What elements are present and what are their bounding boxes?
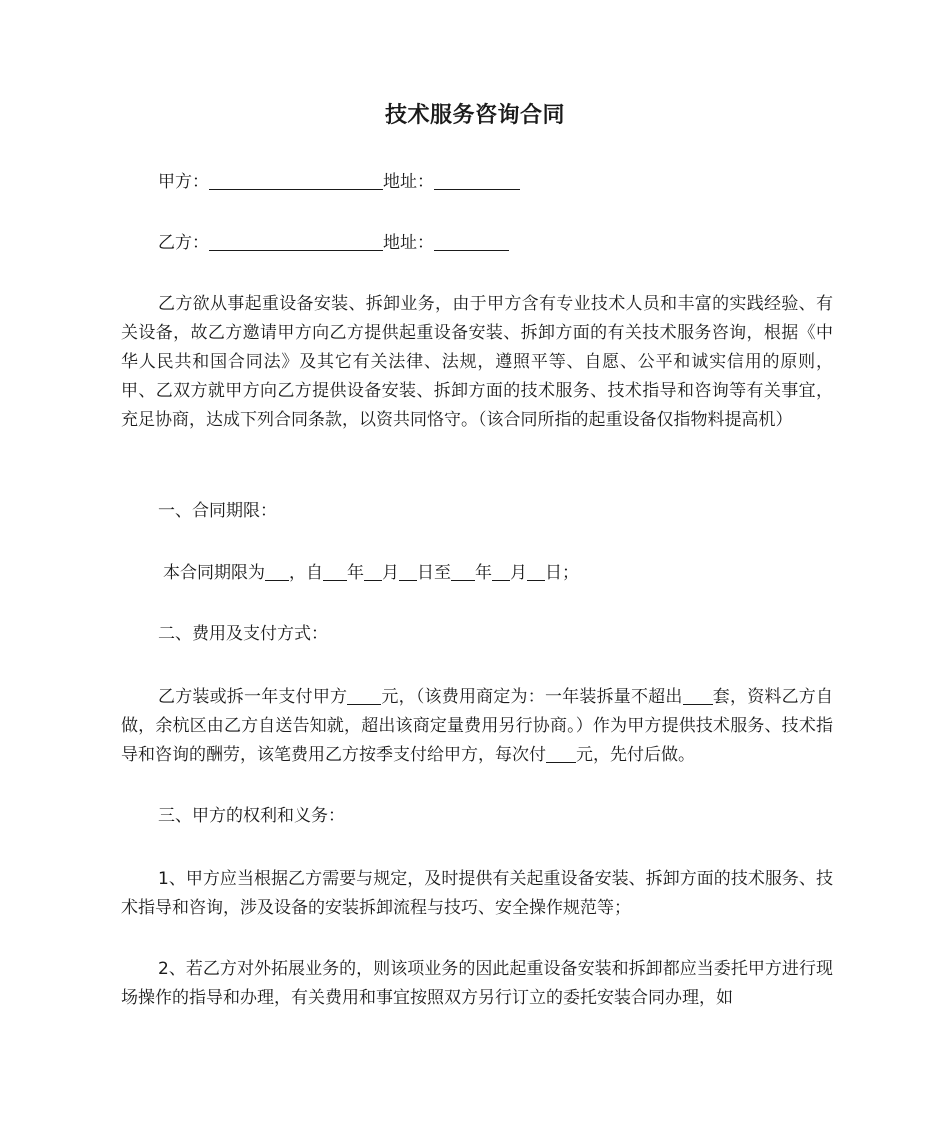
party-b-label: 乙方： xyxy=(158,233,209,253)
set-count-blank[interactable] xyxy=(683,686,713,705)
section1-term-line xyxy=(121,559,833,588)
party-b-line xyxy=(121,229,833,258)
term-text: 日至 xyxy=(417,563,451,583)
section2-heading: 二、费用及支付方式： xyxy=(158,624,328,644)
end-month-blank[interactable] xyxy=(492,562,510,581)
term-text: 月 xyxy=(382,563,399,583)
term-text: ，自 xyxy=(289,563,323,583)
fee-text: 元，（该费用商定为：一年装拆量不超出 xyxy=(381,687,683,707)
party-a-address-blank[interactable] xyxy=(434,171,520,190)
document-title: 技术服务咨询合同 xyxy=(384,103,565,128)
end-day-blank[interactable] xyxy=(527,562,545,581)
party-b-name-blank[interactable] xyxy=(209,232,383,251)
end-year-blank[interactable] xyxy=(451,562,475,581)
installment-blank[interactable] xyxy=(546,744,576,763)
party-b-address-blank[interactable] xyxy=(434,232,509,251)
party-a-line xyxy=(121,168,833,197)
fee-text: 元，先付后做。 xyxy=(576,745,695,765)
term-length-blank[interactable] xyxy=(265,562,289,581)
party-a-name-blank[interactable] xyxy=(209,171,383,190)
term-text: 年 xyxy=(347,563,364,583)
section1-heading: 一、合同期限： xyxy=(158,501,277,521)
party-a-address-label: 地址： xyxy=(383,172,434,192)
term-text: 本合同期限为 xyxy=(163,563,265,583)
section2-paragraph xyxy=(121,683,833,770)
party-b-address-label: 地址： xyxy=(383,233,434,253)
term-text: 日； xyxy=(545,563,579,583)
fee-text: 乙方装或拆一年支付甲方 xyxy=(158,687,348,707)
term-text: 月 xyxy=(510,563,527,583)
fee-text: 套，资料乙方自做，余杭区由乙方自送告知就，超出该商定量费用另行协商。）作为甲方提供技术服务、技术指导和咨询的酬劳，该笔费用乙方按季支付给甲方，每次付 xyxy=(121,687,834,765)
section3-heading: 三、甲方的权利和义务： xyxy=(158,806,345,826)
section3-item-2: 2、若乙方对外拓展业务的，则该项业务的因此起重设备安装和拆卸都应当委托甲方进行现场操作的指导和办理，有关费用和事宜按照双方另行订立的委托安装合同办理，如 xyxy=(121,959,833,1008)
annual-fee-blank[interactable] xyxy=(347,686,381,705)
term-text: 年 xyxy=(475,563,492,583)
start-day-blank[interactable] xyxy=(399,562,417,581)
start-year-blank[interactable] xyxy=(323,562,347,581)
section3-item-1: 1、甲方应当根据乙方需要与规定，及时提供有关起重设备安装、拆卸方面的技术服务、技术指导和咨询，涉及设备的安装拆卸流程与技巧、安全操作规范等； xyxy=(121,869,833,918)
preamble-paragraph: 乙方欲从事起重设备安装、拆卸业务，由于甲方含有专业技术人员和丰富的实践经验、有关设备，故乙方邀请甲方向乙方提供起重设备安装、拆卸方面的有关技术服务咨询，根据《中华人民共和国合同法》及其它有关法律、法规，遵照平等、自愿、公平和诚实信用的原则，甲、乙双方就甲方向乙方提供设备安装、拆卸方面的技术服务、技术指导和咨询等有关事宜，充足协商，达成下列合同条款，以资共同恪守。（该合同所指的起重设备仅指物料提高机） xyxy=(121,294,833,430)
party-a-label: 甲方： xyxy=(158,172,209,192)
start-month-blank[interactable] xyxy=(364,562,382,581)
